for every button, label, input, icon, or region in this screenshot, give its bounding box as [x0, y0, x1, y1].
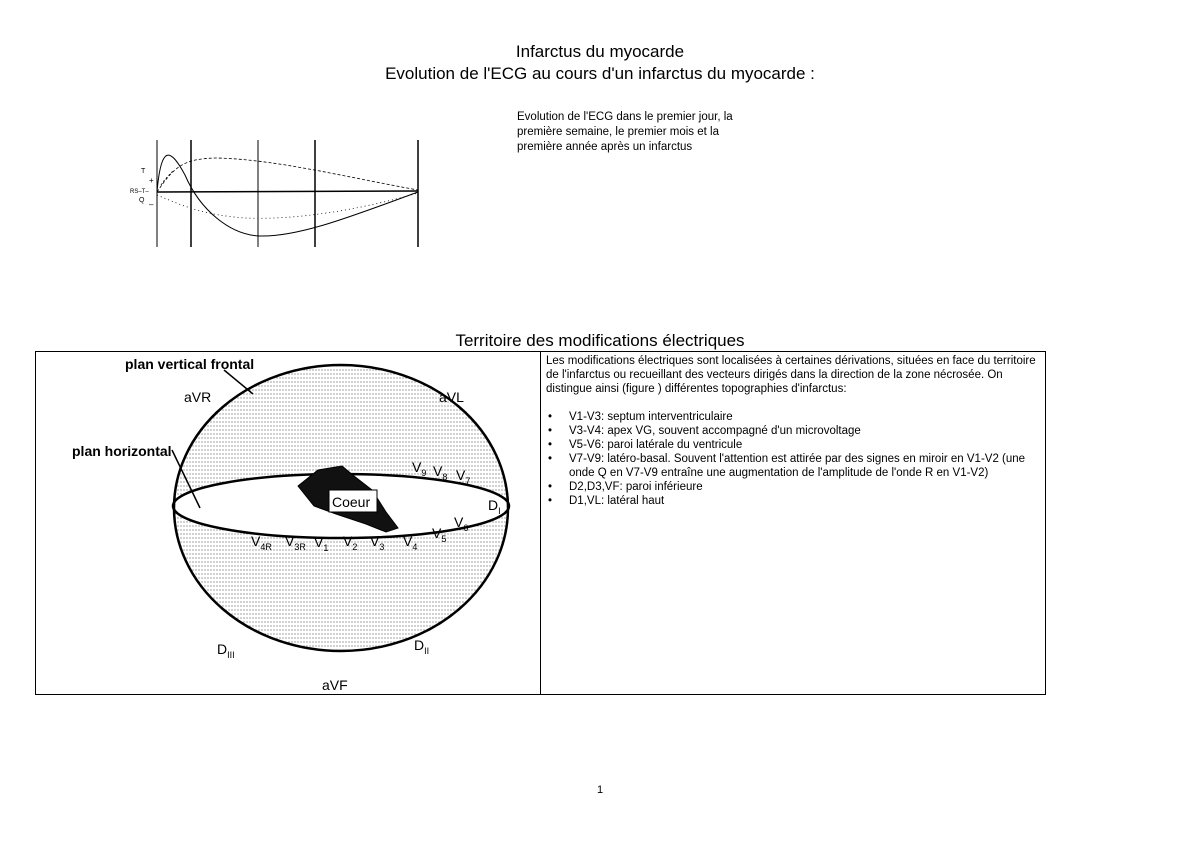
territory-list	[546, 410, 1038, 508]
table-divider	[540, 352, 541, 694]
label-d1: $D_I$	[488, 497, 501, 516]
list-item: • V1-V3: septum interventriculaire	[546, 410, 1038, 424]
label-v1: $V_1$	[314, 534, 329, 553]
list-item: • D2,D3,VF: paroi inférieure	[546, 480, 1038, 494]
heart-label: Coeur	[332, 494, 371, 510]
ecg-caption: Evolution de l'ECG dans le premier jour, la première semaine, le premier mois et la première année après un infarctus	[517, 111, 733, 153]
page-subtitle: Evolution de l'ECG au cours d'un infarctus du myocarde :	[385, 64, 815, 83]
ecg-label-plus: +	[149, 176, 154, 185]
ecg-evolution-figure	[125, 135, 425, 250]
label-v4r: $V_{4R}$	[251, 533, 272, 552]
page-number: 1	[596, 784, 604, 796]
leads-sphere-diagram	[36, 352, 540, 694]
label-v6: $V_6$	[454, 514, 469, 533]
label-v2: $V_2$	[343, 533, 358, 552]
ecg-rst-curve	[157, 158, 418, 192]
ecg-label-q: Q	[139, 197, 145, 204]
ecg-label-rst: RS–T–	[130, 189, 149, 195]
ecg-baseline	[157, 191, 418, 192]
ecg-label-t: T	[141, 168, 146, 175]
list-item: • V5-V6: paroi latérale du ventricule	[546, 438, 1038, 452]
ecg-label-minus: –	[149, 200, 154, 209]
ecg-t-wave-curve	[157, 155, 418, 236]
list-item: • V7-V9: latéro-basal. Souvent l'attention est attirée par des signes en miroir en V1-V2 (une onde Q en V7-V9 entraîne une augmentation de l'amplitude de l'onde R en V1-V2)	[546, 452, 1038, 480]
label-v4: $V_4$	[403, 533, 418, 552]
territory-table	[35, 351, 1046, 695]
label-d3: $D_{III}$	[217, 641, 235, 660]
label-plan-vertical: plan vertical frontal	[125, 356, 255, 372]
page-title: Infarctus du myocarde	[515, 42, 685, 61]
label-d2: $D_{II}$	[414, 637, 430, 656]
label-v7: $V_7$	[456, 467, 471, 486]
territory-description	[546, 354, 1038, 508]
ecg-q-curve	[157, 193, 418, 218]
label-plan-horizontal: plan horizontal	[72, 443, 172, 459]
label-v3: $V_3$	[370, 533, 385, 552]
label-avr: aVR	[184, 389, 212, 405]
label-v8: $V_8$	[433, 463, 448, 482]
label-v3r: $V_{3R}$	[285, 533, 306, 552]
list-item: • V3-V4: apex VG, souvent accompagné d'un microvoltage	[546, 424, 1038, 438]
vertical-plane-pointer	[224, 370, 253, 394]
territory-intro: Les modifications électriques sont localisées à certaines dérivations, situées en face du territoire de l'infarctus ou recueillant des vecteurs dirigés dans la direction de la zone nécrosée. On distingue ainsi (figure ) différentes topographies d'infarctus:	[546, 355, 1036, 395]
label-v9: $V_9$	[412, 459, 427, 478]
list-item: • D1,VL: latéral haut	[546, 494, 1038, 508]
label-v5: $V_5$	[432, 525, 447, 544]
label-avf: aVF	[322, 677, 348, 693]
label-avl: aVL	[439, 389, 464, 405]
section-title: Territoire des modifications électriques	[455, 331, 745, 350]
